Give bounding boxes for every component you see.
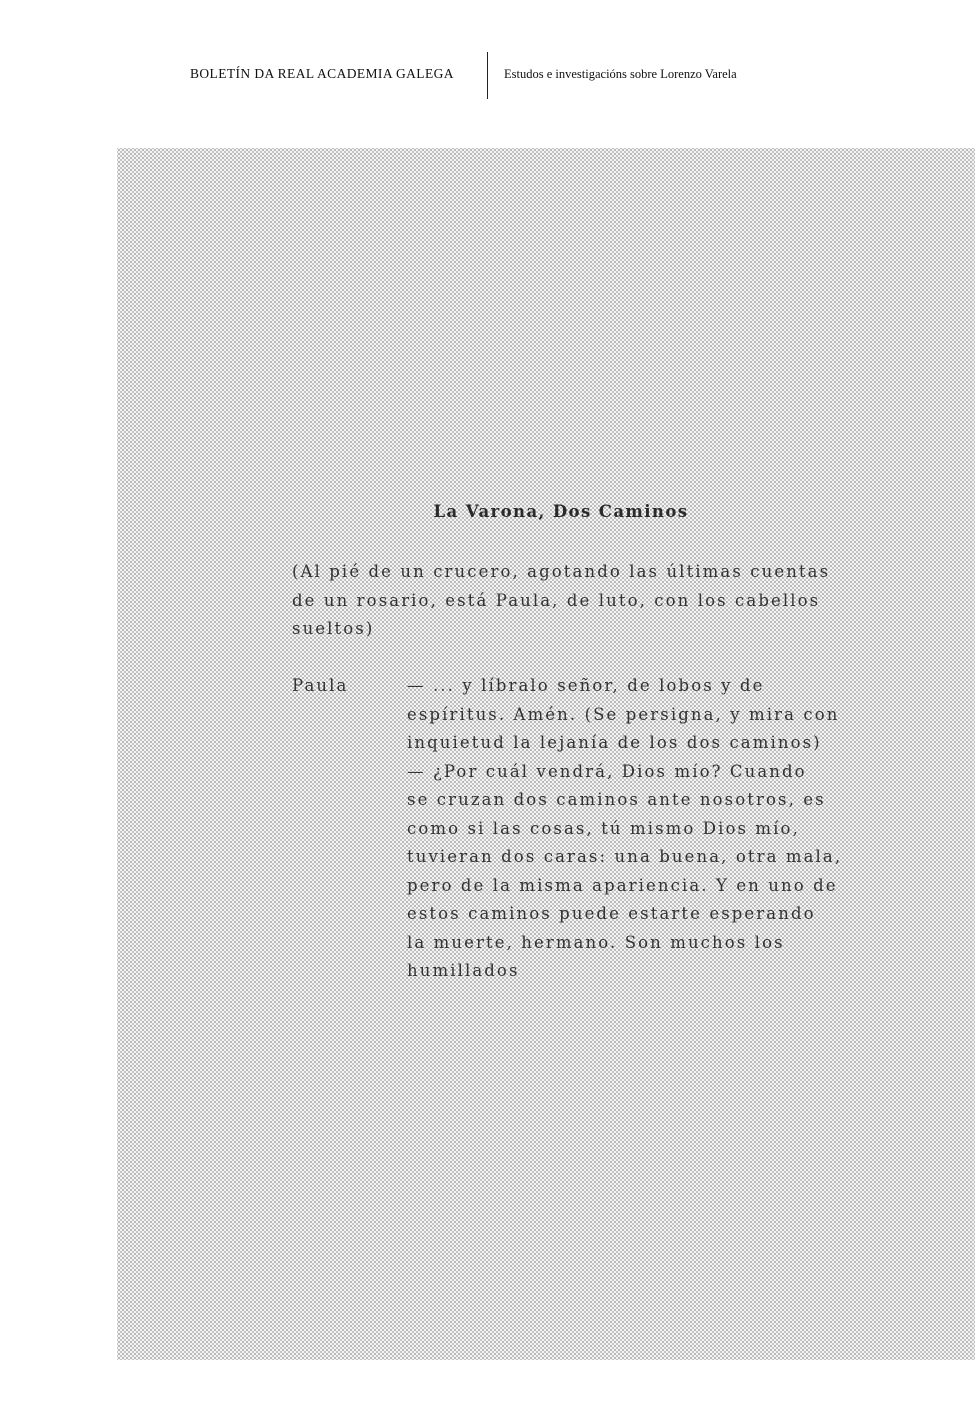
speech-block xyxy=(407,672,843,986)
speech-line: — ¿Por cuál vendrá, Dios mío? Cuando xyxy=(407,761,807,781)
speech-line: tuvieran dos caras: una buena, otra mala, xyxy=(407,847,843,866)
stage-direction-line: sueltos) xyxy=(292,619,375,638)
section-title: Estudos e investigacións sobre Lorenzo Varela xyxy=(504,67,737,81)
page-header xyxy=(0,52,975,100)
speech-line: la muerte, hermano. Son muchos los xyxy=(407,932,785,952)
speech-line: — ... y líbralo señor, de lobos y de xyxy=(407,676,765,695)
stage-direction-line: (Al pié de un crucero, agotando las últimas cuentas xyxy=(292,562,831,581)
play-title: La Varona, Dos Caminos xyxy=(433,502,689,521)
speaker-name: Paula xyxy=(292,676,349,695)
speech-line: humillados xyxy=(407,961,520,980)
speech-line: inquietud la lejanía de los dos caminos) xyxy=(407,733,822,752)
speech-line: pero de la misma apariencia. Y en uno de xyxy=(407,875,838,895)
header-divider xyxy=(487,52,488,99)
speech-line: espíritus. Amén. (Se persigna, y mira con xyxy=(407,704,840,724)
speech-line: como si las cosas, tú mismo Dios mío, xyxy=(407,818,800,838)
speech-line: se cruzan dos caminos ante nosotros, es xyxy=(407,790,826,809)
stage-direction-line: de un rosario, está Paula, de luto, con los cabellos xyxy=(292,590,821,610)
speech-line: estos caminos puede estarte esperando xyxy=(407,904,816,923)
stage-direction xyxy=(292,558,831,644)
journal-title: BOLETÍN DA REAL ACADEMIA GALEGA xyxy=(190,66,454,81)
